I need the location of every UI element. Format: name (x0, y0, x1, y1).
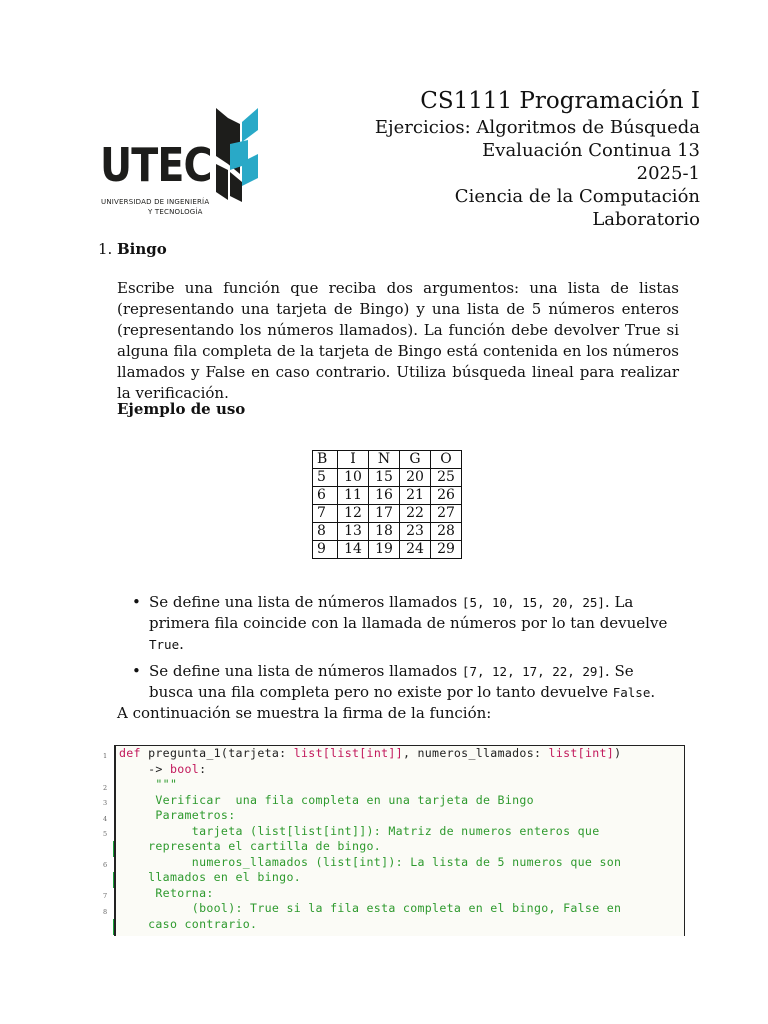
table-row (313, 487, 462, 505)
table-header-cell: B (313, 451, 338, 469)
table-cell: 15 (369, 469, 400, 487)
table-row (313, 523, 462, 541)
table-cell: 21 (400, 487, 431, 505)
code-listing (114, 745, 685, 936)
table-cell: 10 (338, 469, 369, 487)
table-cell: 19 (369, 541, 400, 559)
code-docstring-line: numeros_llamados (list[int]): La lista de 5 numeros que son (119, 854, 622, 869)
code-type: list[list[int]] (293, 746, 403, 760)
code-docstring-line: Verificar una fila completa en una tarjeta de Bingo (119, 792, 534, 807)
code-text: -> (119, 761, 170, 776)
code-docstring-line: (bool): True si la fila esta completa en el bingo, False en (119, 901, 622, 915)
table-cell: 11 (338, 487, 369, 505)
code-keyword: def (119, 746, 141, 760)
list-item (132, 661, 678, 703)
table-cell: 14 (338, 541, 369, 559)
table-cell: 27 (431, 505, 462, 523)
table-header-cell: G (400, 451, 431, 469)
utec-emblem-icon (208, 104, 260, 204)
bullet-text: . (179, 635, 184, 653)
bullet-code: [5, 10, 15, 20, 25] (461, 595, 605, 610)
table-cell: 28 (431, 523, 462, 541)
table-header-cell: O (431, 451, 462, 469)
code-line-number: 3 (103, 799, 108, 807)
code-docstring-line: """ (119, 777, 178, 791)
header-title-block (375, 86, 700, 231)
bullet-result: True (149, 637, 180, 652)
problem-description: Escribe una función que reciba dos argumentos: una lista de listas (representando una tarjeta de Bingo) y una lista de 5 números enteros (representando los números llamados). La función debe devolver True si alguna fila completa de la tarjeta de Bingo está contenida en los números llamados y False en caso contrario. Utiliza búsqueda lineal para realizar la verificación. (117, 279, 679, 402)
course-title: CS1111 Programación I (420, 88, 700, 114)
table-cell: 17 (369, 505, 400, 523)
table-cell: 18 (369, 523, 400, 541)
code-line-return (116, 762, 684, 778)
code-docstring-line: Retorna: (119, 885, 214, 900)
table-row (313, 505, 462, 523)
signature-intro: A continuación se muestra la firma de la función: (117, 704, 492, 722)
logo-subtitle-line1: UNIVERSIDAD DE INGENIERÍA (101, 198, 210, 206)
bullet-result: False (612, 685, 651, 700)
section-number: 1. (98, 240, 113, 258)
header-line-term: 2025-1 (636, 163, 700, 184)
table-cell: 23 (400, 523, 431, 541)
code-docstring-line: caso contrario. (119, 916, 258, 931)
header-line-evaluation: Evaluación Continua 13 (482, 140, 700, 161)
code-text: : (199, 761, 207, 776)
table-cell: 22 (400, 505, 431, 523)
code-line-number: 4 (103, 815, 108, 823)
table-cell: 5 (313, 469, 338, 487)
code-type: bool (169, 761, 200, 776)
code-text: pregunta_1(tarjeta: (140, 746, 294, 760)
table-cell: 9 (313, 541, 338, 559)
bullet-text: Se define una lista de números llamados (149, 593, 462, 611)
table-cell: 6 (313, 487, 338, 505)
table-cell: 29 (431, 541, 462, 559)
table-cell: 26 (431, 487, 462, 505)
bingo-card-table (312, 450, 462, 559)
code-line-signature (116, 746, 684, 762)
table-header-row (313, 451, 462, 469)
utec-logo (100, 104, 265, 216)
header-line-program: Ciencia de la Computación (454, 186, 700, 207)
code-line-number: 6 (103, 861, 108, 869)
code-line-number: 2 (103, 784, 108, 792)
bullet-text: . La primera fila coincide con la llamada de números por lo tan devuelve (149, 593, 668, 632)
table-cell: 16 (369, 487, 400, 505)
code-docstring-line: llamados en el bingo. (119, 870, 302, 884)
bullet-icon: • (132, 593, 141, 611)
code-line-number: 5 (103, 830, 108, 838)
code-text: ) (614, 746, 622, 760)
list-item (132, 592, 678, 655)
code-type: list[int] (548, 746, 615, 760)
code-line-number: 7 (103, 892, 108, 900)
code-line-number: 8 (103, 908, 108, 916)
example-bullet-list (132, 592, 678, 709)
code-docstring-line: tarjeta (list[list[int]]): Matriz de numeros enteros que (119, 823, 600, 838)
table-cell: 8 (313, 523, 338, 541)
table-header-cell: I (338, 451, 369, 469)
table-cell: 13 (338, 523, 369, 541)
logo-wordmark: UTEC (100, 138, 212, 192)
table-cell: 20 (400, 469, 431, 487)
table-row (313, 469, 462, 487)
code-docstring-line: Parametros: (119, 808, 236, 822)
bullet-text: . Se busca una fila completa pero no existe por lo tanto devuelve (149, 662, 634, 701)
bullet-code: [7, 12, 17, 22, 29] (461, 664, 605, 679)
table-cell: 12 (338, 505, 369, 523)
section-title: Bingo (117, 240, 167, 258)
example-heading: Ejemplo de uso (117, 400, 246, 418)
header-line-topic: Ejercicios: Algoritmos de Búsqueda (374, 117, 700, 138)
code-line-number: 1 (103, 752, 108, 760)
header-line-type: Laboratorio (592, 209, 700, 230)
logo-subtitle-line2: Y TECNOLOGÍA (148, 208, 203, 216)
bullet-icon: • (132, 662, 141, 680)
bullet-text: Se define una lista de números llamados (149, 662, 462, 680)
table-cell: 24 (400, 541, 431, 559)
table-header-cell: N (369, 451, 400, 469)
bullet-text: . (650, 683, 656, 701)
code-text: , numeros_llamados: (402, 746, 549, 760)
table-cell: 7 (313, 505, 338, 523)
code-docstring-line: representa el cartilla de bingo. (119, 839, 382, 853)
table-cell: 25 (431, 469, 462, 487)
table-row (313, 541, 462, 559)
